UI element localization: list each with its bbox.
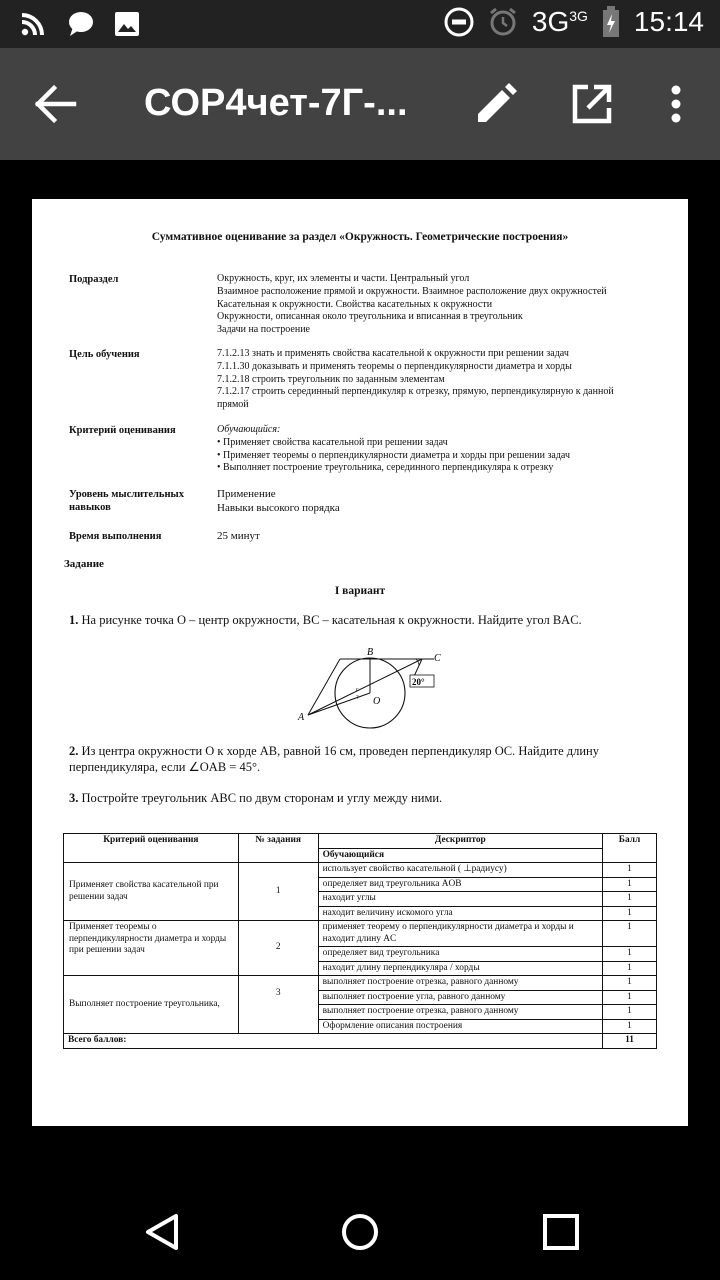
criterion-cell: Применяет теоремы о перпендикулярности диаметра и хорды при решении задач xyxy=(64,921,239,976)
task-number-cell: 1 xyxy=(238,863,318,921)
segment-ao xyxy=(308,693,370,715)
recents-square-icon[interactable] xyxy=(541,1212,581,1252)
descriptor-cell: выполняет построение угла, равного данному xyxy=(318,990,602,1005)
score-cell: 1 xyxy=(603,976,657,991)
variant-heading: I вариант xyxy=(334,585,386,597)
question-3: 3. Постройте треугольник ABC по двум сторонам и углу между ними. xyxy=(69,791,443,805)
score-cell: 1 xyxy=(603,906,657,921)
home-circle-icon[interactable] xyxy=(340,1212,380,1252)
total-value: 11 xyxy=(603,1034,657,1049)
descriptor-cell: выполняет построение отрезка, равного данному xyxy=(318,976,602,991)
task-label: Задание xyxy=(64,558,104,570)
thinking-level-value: Применение Навыки высокого порядка xyxy=(217,488,340,514)
network-indicator: $3G^{3G}$ xyxy=(531,6,588,37)
question-1: 1. На рисунке точка O – центр окружности, BC – касательная к окружности. Найдите угол BAC. xyxy=(69,613,582,627)
criterion-cell: Применяет свойства касательной при решении задач xyxy=(64,863,239,921)
time-label: Время выполнения xyxy=(69,531,162,542)
more-vert-icon[interactable] xyxy=(664,82,688,126)
score-cell: 1 xyxy=(603,921,657,947)
table-row xyxy=(64,921,657,947)
battery-icon xyxy=(602,6,620,38)
descriptor-cell: определяет вид треугольника AOB xyxy=(318,877,602,892)
wifi-icon xyxy=(20,11,46,37)
subsection-label: Подраздел xyxy=(69,274,119,285)
label-a: A xyxy=(298,712,305,723)
goal-value: 7.1.2.13 знать и применять свойства касательной к окружности при решении задач 7.1.1.30 доказывать и применять теоремы о перпендикулярности диаметра и хорды 7.1.2.18 строить треугольник по заданным элементам 7.1.2.17 строить серединный перпендикуляр к отрезку, прямую, перпендикулярную к данной прямой xyxy=(217,348,614,411)
total-label: Всего баллов: xyxy=(64,1034,603,1049)
thinking-level-label: Уровень мыслительных навыков xyxy=(69,489,184,513)
criteria-value: Обучающийся: • Применяет свойства касательной при решении задач • Применяет теоремы о перпендикулярности диаметра и хорды при решении задач • Выполняет построение треугольника, серединного перпендикуляра к отрезку xyxy=(217,424,570,474)
table-row xyxy=(64,863,657,878)
descriptor-cell: использует свойство касательной ( ⊥радиусу) xyxy=(318,863,602,878)
criteria-label: Критерий оценивания xyxy=(69,425,176,436)
task-number-cell: 3 xyxy=(238,976,318,1034)
descriptor-cell: определяет вид треугольника xyxy=(318,947,602,962)
clock: 15:14 xyxy=(633,6,704,37)
descriptor-cell: находит углы xyxy=(318,892,602,907)
dnd-icon xyxy=(444,7,474,37)
navigation-bar xyxy=(0,1176,720,1280)
label-small-c: c xyxy=(356,687,359,693)
document-heading: Суммативное оценивание за раздел «Окружность. Геометрические построения» xyxy=(151,231,569,243)
subsection-value: Окружность, круг, их элементы и части. Центральный угол Взаимное расположение прямой и окружности. Взаимное расположение двух окружностей Касательная к окружности. Свойства касательных к окружности Окружности, описанная около треугольника и вписанная в треугольник Задачи на построение xyxy=(217,273,607,336)
score-cell: 1 xyxy=(603,892,657,907)
chat-icon xyxy=(66,10,94,38)
header-task-no: № задания xyxy=(238,834,318,863)
app-bar xyxy=(0,48,720,160)
back-triangle-icon[interactable] xyxy=(142,1212,182,1252)
score-cell: 1 xyxy=(603,1005,657,1020)
score-cell: 1 xyxy=(603,863,657,878)
descriptor-cell: находит величину искомого угла xyxy=(318,906,602,921)
question-2: 2. Из центра окружности O к хорде AB, равной 16 см, проведен перпендикуляр OC. Найдите длину перпендикуляра, если ∠OAB = 45°. xyxy=(69,744,599,774)
criterion-cell: Выполняет построение треугольника, xyxy=(64,976,239,1034)
score-cell: 1 xyxy=(603,990,657,1005)
label-angle-20: 20° xyxy=(412,677,425,687)
header-descriptor: Дескриптор xyxy=(318,834,602,849)
score-cell: 1 xyxy=(603,877,657,892)
header-score: Балл xyxy=(603,834,657,863)
edit-pencil-icon[interactable] xyxy=(474,82,518,126)
descriptor-cell: Оформление описания построения xyxy=(318,1019,602,1034)
descriptor-cell: выполняет построение отрезка, равного данному xyxy=(318,1005,602,1020)
label-o: O xyxy=(373,696,381,707)
score-cell: 1 xyxy=(603,947,657,962)
document-title: СОР4чет-7Г-... xyxy=(144,82,408,124)
descriptor-cell: находит длину перпендикуляра / хорды xyxy=(318,961,602,976)
label-b: B xyxy=(367,647,374,658)
table-header-row xyxy=(64,834,657,849)
descriptor-cell: применяет теорему о перпендикулярности диаметра и хорды и находит длину AC xyxy=(318,921,602,947)
goal-label: Цель обучения xyxy=(69,349,140,360)
image-icon xyxy=(114,11,140,37)
total-row xyxy=(64,1034,657,1049)
task-number-cell: 2 xyxy=(238,921,318,976)
label-c: C xyxy=(434,653,441,664)
score-cell: 1 xyxy=(603,961,657,976)
alarm-icon xyxy=(488,7,518,37)
criteria-table xyxy=(63,833,657,1049)
label-small-q: ? xyxy=(356,695,359,701)
document-page[interactable] xyxy=(32,199,688,1126)
status-bar xyxy=(0,0,720,48)
score-cell: 1 xyxy=(603,1019,657,1034)
table-row xyxy=(64,976,657,991)
open-external-icon[interactable] xyxy=(572,84,612,124)
descriptor-subheader: Обучающийся xyxy=(318,848,602,863)
header-criterion: Критерий оценивания xyxy=(64,834,239,863)
back-arrow-icon[interactable] xyxy=(34,84,78,124)
time-value: 25 минут xyxy=(217,530,260,542)
angle-arc xyxy=(416,659,419,666)
geometry-figure xyxy=(294,643,454,729)
